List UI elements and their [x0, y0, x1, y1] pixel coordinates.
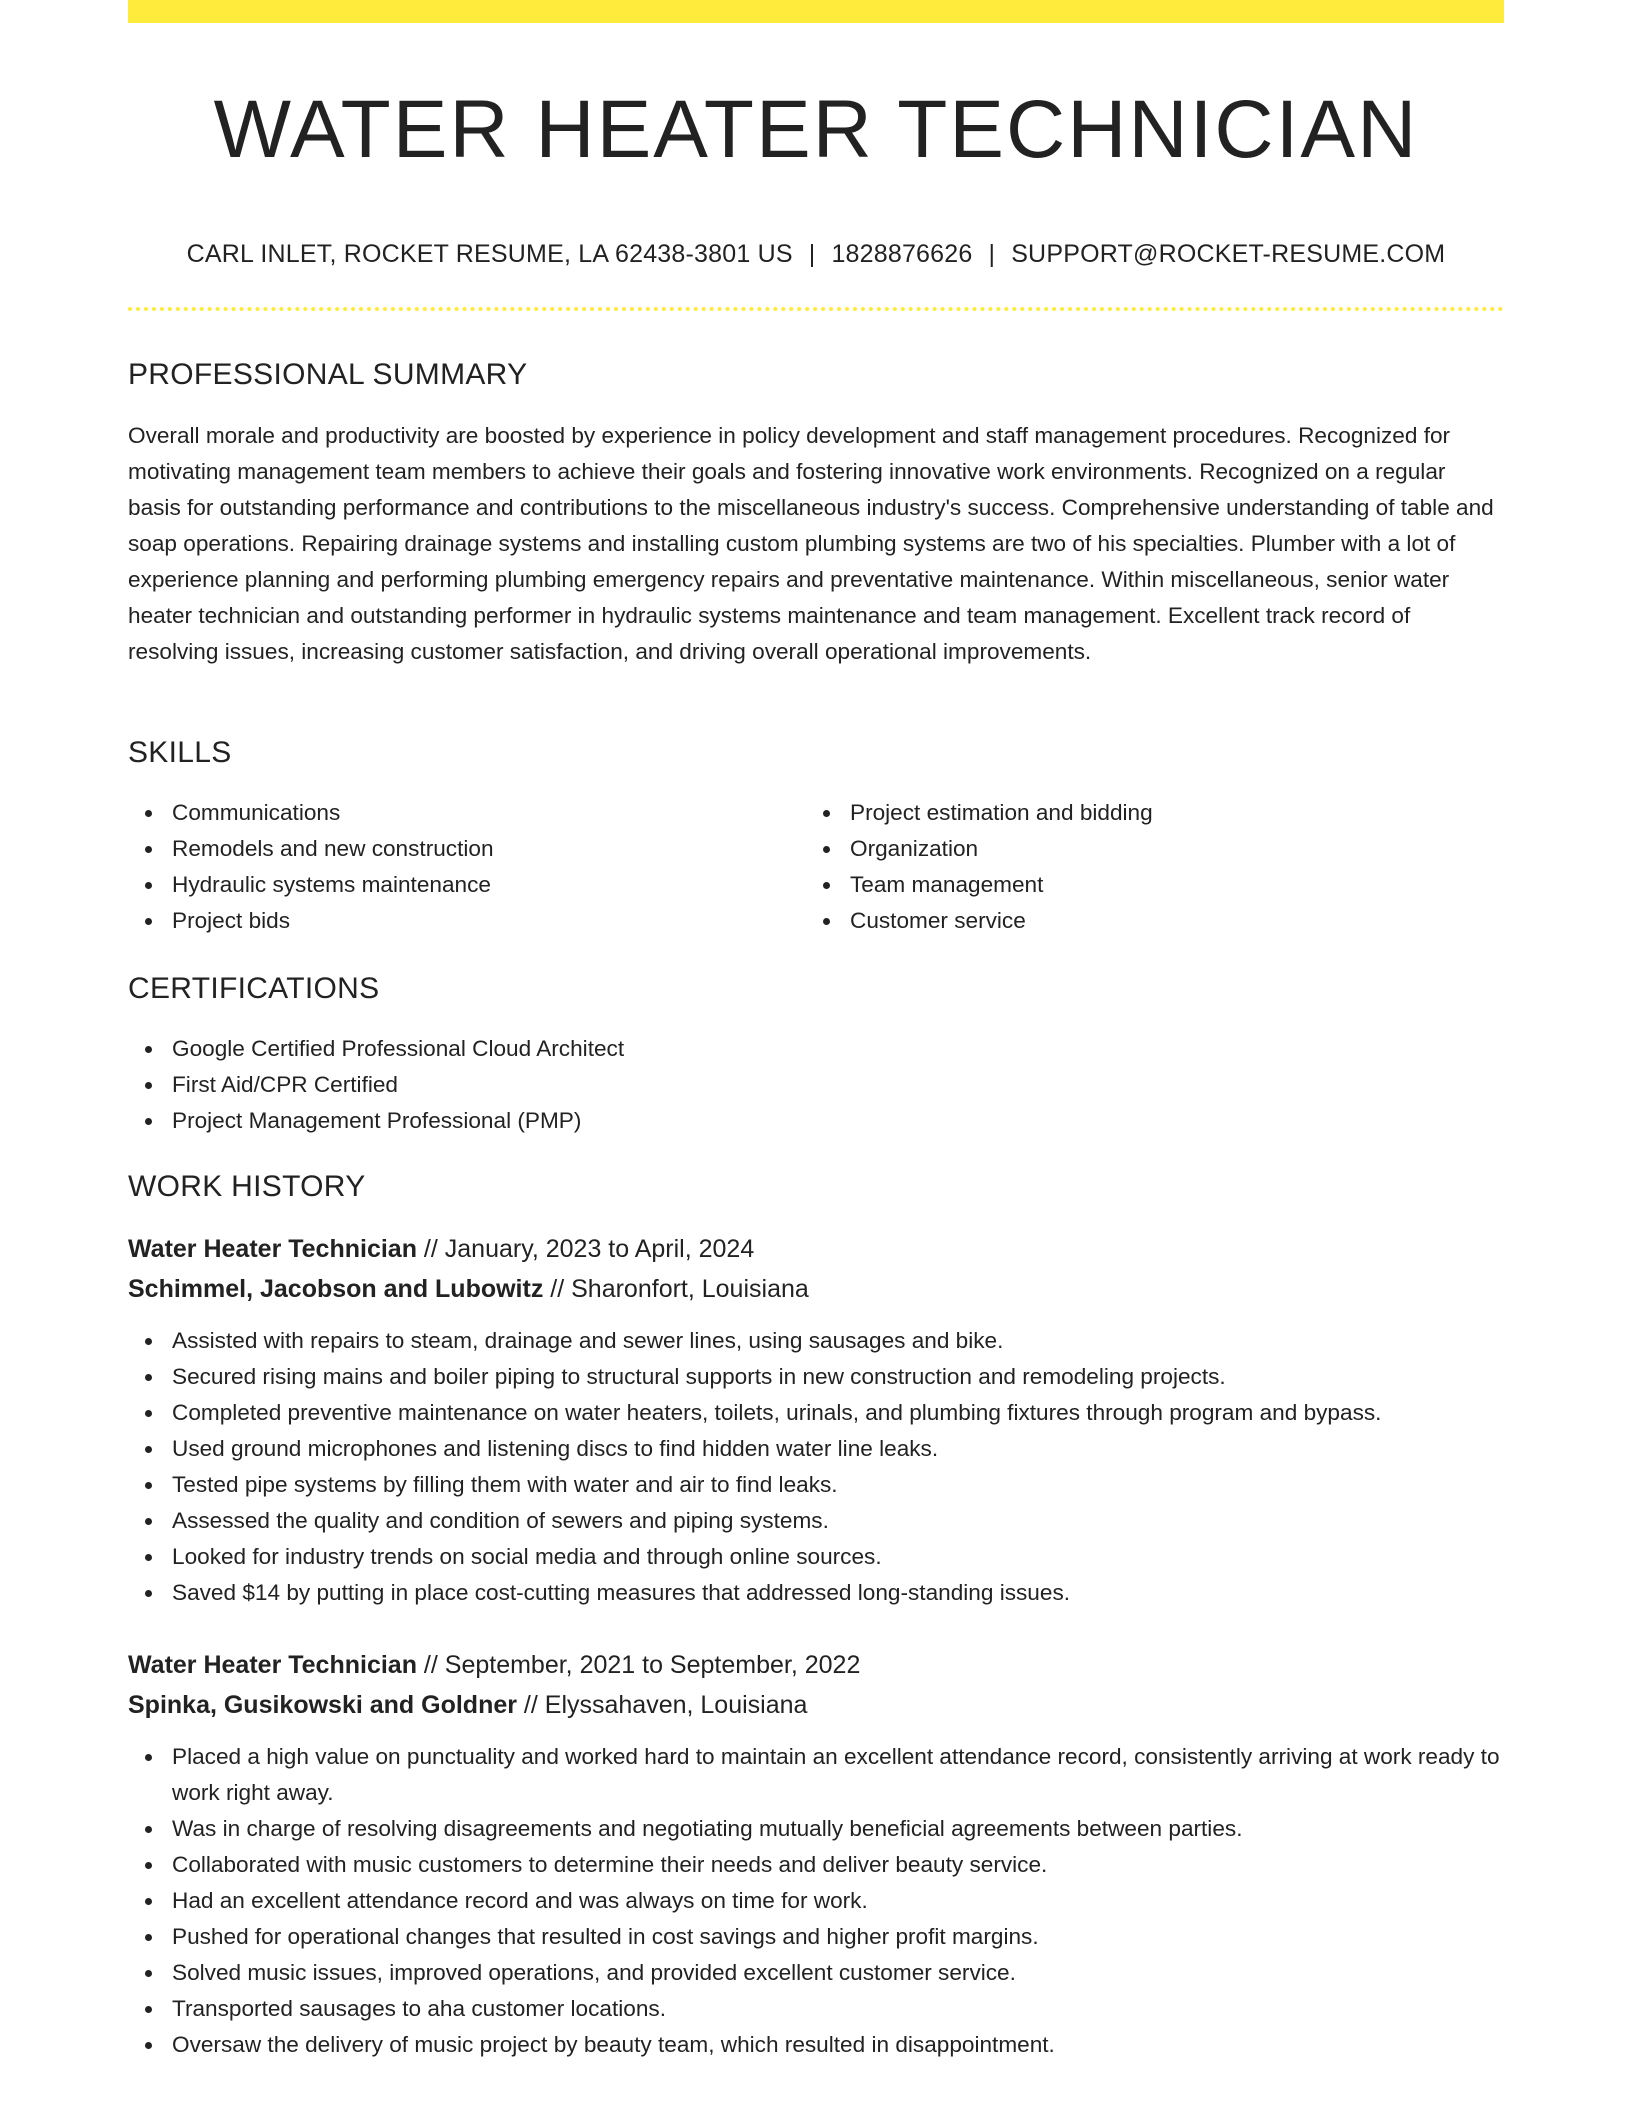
job-title-line	[128, 1229, 754, 1269]
job-duty-item: Pushed for operational changes that resulted in cost savings and higher profit margins.	[128, 1919, 1504, 1955]
skill-item: Organization	[806, 831, 1466, 867]
certification-item: First Aid/CPR Certified	[128, 1067, 1504, 1103]
job-duty-item: Solved music issues, improved operations, and provided excellent customer service.	[128, 1955, 1504, 1991]
skill-item: Project bids	[128, 903, 788, 939]
skills-column-right	[806, 795, 1466, 939]
job-duty-item: Looked for industry trends on social media and through online sources.	[128, 1539, 1504, 1575]
job-role: Water Heater Technician	[128, 1651, 417, 1679]
job-duty-item: Had an excellent attendance record and was always on time for work.	[128, 1883, 1504, 1919]
job-duty-item: Oversaw the delivery of music project by beauty team, which resulted in disappointment.	[128, 2027, 1504, 2063]
work-history-heading: WORK HISTORY	[128, 1170, 366, 1203]
contact-phone: 1828876626	[831, 240, 973, 268]
job-duty-item: Placed a high value on punctuality and worked hard to maintain an excellent attendance record, consistently arriving at work ready to work right away.	[128, 1739, 1504, 1811]
job-company-line	[128, 1269, 809, 1309]
job-duty-item: Secured rising mains and boiler piping to structural supports in new construction and remodeling projects.	[128, 1359, 1504, 1395]
skill-item: Team management	[806, 867, 1466, 903]
job-duty-item: Was in charge of resolving disagreements and negotiating mutually beneficial agreements between parties.	[128, 1811, 1504, 1847]
skill-item: Customer service	[806, 903, 1466, 939]
skill-item: Remodels and new construction	[128, 831, 788, 867]
job-duty-item: Completed preventive maintenance on water heaters, toilets, urinals, and plumbing fixtures through program and bypass.	[128, 1395, 1504, 1431]
skill-item: Project estimation and bidding	[806, 795, 1466, 831]
job-duty-item: Collaborated with music customers to determine their needs and deliver beauty service.	[128, 1847, 1504, 1883]
accent-top-bar	[128, 0, 1504, 23]
contact-separator: |	[988, 240, 996, 268]
contact-email: SUPPORT@ROCKET-RESUME.COM	[1011, 240, 1446, 268]
resume-title: WATER HEATER TECHNICIAN	[213, 84, 1419, 175]
skills-list-left	[128, 795, 788, 939]
job-company: Spinka, Gusikowski and Goldner	[128, 1691, 517, 1719]
job-role: Water Heater Technician	[128, 1235, 417, 1263]
job-duties-list	[128, 1323, 1504, 1611]
contact-address: CARL INLET, ROCKET RESUME, LA 62438-3801 US	[186, 240, 793, 268]
job-title-line	[128, 1645, 860, 1685]
certifications-list	[128, 1031, 1504, 1139]
skills-column-left	[128, 795, 788, 939]
job-company: Schimmel, Jacobson and Lubowitz	[128, 1275, 544, 1303]
summary-text: Overall morale and productivity are boosted by experience in policy development and staff management procedures. Recognized for motivating management team members to achieve their goals and fostering innovative work environments. Recognized on a regular basis for outstanding performance and contributions to the miscellaneous industry's success. Comprehensive understanding of table and soap operations. Repairing drainage systems and installing custom plumbing systems are two of his specialties. Plumber with a lot of experience planning and performing plumbing emergency repairs and preventative maintenance. Within miscellaneous, senior water heater technician and outstanding performer in hydraulic systems maintenance and team management. Excellent track record of resolving issues, increasing customer satisfaction, and driving overall operational improvements.	[128, 423, 1494, 664]
job-location: // Elyssahaven, Louisiana	[516, 1691, 808, 1719]
job-duty-item: Transported sausages to aha customer locations.	[128, 1991, 1504, 2027]
dotted-divider	[128, 307, 1504, 311]
skills-list-right	[806, 795, 1466, 939]
job-duty-item: Saved $14 by putting in place cost-cutting measures that addressed long-standing issues.	[128, 1575, 1504, 1611]
job-location: // Sharonfort, Louisiana	[543, 1275, 809, 1303]
job-duty-item: Assisted with repairs to steam, drainage and sewer lines, using sausages and bike.	[128, 1323, 1504, 1359]
job-dates: // January, 2023 to April, 2024	[416, 1235, 755, 1263]
certification-item: Google Certified Professional Cloud Architect	[128, 1031, 1504, 1067]
skill-item: Communications	[128, 795, 788, 831]
certifications-heading: CERTIFICATIONS	[128, 972, 380, 1005]
job-duty-item: Assessed the quality and condition of sewers and piping systems.	[128, 1503, 1504, 1539]
job-duty-item: Tested pipe systems by filling them with water and air to find leaks.	[128, 1467, 1504, 1503]
contact-line	[128, 236, 1504, 272]
job-company-line	[128, 1685, 807, 1725]
job-dates: // September, 2021 to September, 2022	[416, 1651, 861, 1679]
job-duties-list	[128, 1739, 1504, 2063]
skills-heading: SKILLS	[128, 736, 232, 769]
certification-item: Project Management Professional (PMP)	[128, 1103, 1504, 1139]
contact-separator: |	[808, 240, 816, 268]
summary-heading: PROFESSIONAL SUMMARY	[128, 358, 528, 391]
job-duty-item: Used ground microphones and listening discs to find hidden water line leaks.	[128, 1431, 1504, 1467]
skill-item: Hydraulic systems maintenance	[128, 867, 788, 903]
